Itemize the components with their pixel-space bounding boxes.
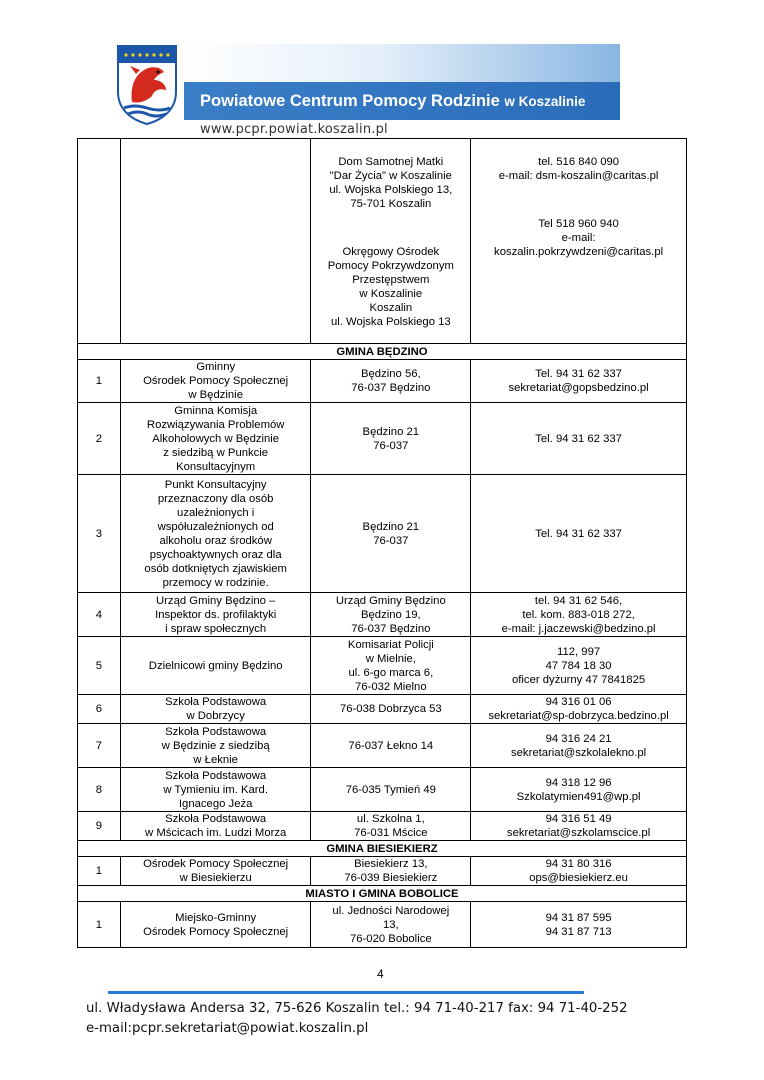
contact-block (473, 155, 684, 183)
address-cell (311, 139, 471, 344)
address-cell (311, 857, 471, 886)
institution-name-line: Ignacego Jeża (178, 797, 253, 810)
table-row (78, 724, 687, 768)
institution-name-line: Urząd Gminy Będzino – (156, 594, 276, 607)
address-cell (311, 360, 471, 403)
contact-cell (471, 857, 687, 886)
address-line: 76-037 Łekno 14 (348, 739, 434, 752)
institution-name-line: przeznaczony dla osób (157, 492, 274, 505)
address-cell (311, 724, 471, 768)
institution-name-line: przemocy w rodzinie. (162, 576, 269, 589)
institution-name-cell (120, 857, 311, 886)
institution-name-line: Miejsko-Gminny (175, 911, 257, 924)
section-header-row (78, 886, 687, 902)
address-line: w Koszalinie (359, 288, 423, 300)
institution-name-line: w Dobrzycy (186, 710, 245, 722)
page-footer (86, 999, 628, 1039)
table-row (78, 637, 687, 695)
contact-line: oficer dyżurny 47 7841825 (512, 673, 646, 686)
address-line: 76-037 Będzino (351, 382, 431, 394)
coat-of-arms-logo (116, 44, 178, 126)
address-line: Przestępstwem (352, 274, 430, 286)
institution-name-line: Alkoholowych w Będzinie (152, 432, 280, 445)
contact-line: 94 316 24 21 (545, 732, 612, 745)
table-row (78, 360, 687, 403)
address-line: 76-038 Dobrzyca 53 (339, 703, 442, 715)
section-title: GMINA BIESIEKIERZ (78, 841, 687, 857)
address-line: ul. Szkolna 1, (356, 813, 425, 825)
institution-name-line: Szkoła Podstawowa (165, 769, 267, 782)
address-line: Będzino 56, (360, 368, 421, 380)
row-number-cell: 1 (78, 902, 121, 948)
contact-cell (471, 902, 687, 948)
table-row (78, 139, 687, 344)
contact-line: sekretariat@szkolamscice.pl (506, 827, 651, 839)
institution-name-cell (120, 724, 311, 768)
row-number-cell: 7 (78, 724, 121, 768)
institution-name-line: z siedzibą w Punkcie (163, 446, 269, 459)
address-cell (311, 403, 471, 475)
row-number-cell: 4 (78, 593, 121, 637)
address-line: Komisariat Policji (347, 638, 434, 651)
address-line: w Mielnie, (365, 652, 416, 665)
contact-cell (471, 695, 687, 724)
institution-name-line: Ośrodek Pomocy Społecznej (143, 858, 289, 870)
address-cell (311, 637, 471, 695)
institution-name-line: Gminny (196, 361, 236, 373)
contact-line: Tel. 94 31 62 337 (535, 432, 622, 445)
contact-cell (471, 403, 687, 475)
institution-name-line: Rozwiązywania Problemów (146, 418, 285, 431)
section-title: MIASTO I GMINA BOBOLICE (78, 886, 687, 902)
contact-cell (471, 812, 687, 841)
contact-block (473, 217, 684, 259)
institutions-table (77, 138, 687, 948)
table-row (78, 812, 687, 841)
institution-name-cell (120, 812, 311, 841)
institution-name-line: Punkt Konsultacyjny (164, 478, 267, 491)
footer-email: e-mail:pcpr.sekretariat@powiat.koszalin.pl (86, 1021, 369, 1036)
institution-name-cell (120, 902, 311, 948)
contact-line: 94 31 87 595 (545, 911, 612, 924)
banner-gradient (184, 44, 620, 84)
institution-name-line: w Tymieniu im. Kard. (163, 783, 268, 796)
footer-rule (108, 991, 584, 994)
address-line: 13, (382, 918, 399, 931)
table-row (78, 403, 687, 475)
contact-cell (471, 637, 687, 695)
institution-name-line: w Mścicach im. Ludzi Morza (145, 827, 287, 839)
row-number-cell: 8 (78, 768, 121, 812)
institution-name-line: i spraw społecznych (165, 622, 267, 635)
address-line: 76-020 Bobolice (349, 932, 432, 945)
contact-line: 94 316 01 06 (545, 696, 612, 708)
row-number-cell: 1 (78, 360, 121, 403)
address-line: ul. 6-go marca 6, (348, 666, 434, 679)
address-line: "Dar Życia" w Koszalinie (329, 170, 452, 182)
contact-cell (471, 139, 687, 344)
institution-name-cell (120, 695, 311, 724)
contact-line: sekretariat@szkolalekno.pl (510, 746, 647, 759)
address-line: Będzino 19, (360, 608, 421, 621)
institution-name-cell (120, 360, 311, 403)
footer-address: ul. Władysława Andersa 32, 75-626 Koszalin tel.: 94 71-40-217 fax: 94 71-40-252 (86, 1001, 628, 1016)
institution-name-line: psychoaktywnych oraz dla (149, 548, 282, 561)
institution-name-line: w Biesiekierzu (179, 872, 252, 884)
website-url: www.pcpr.powiat.koszalin.pl (200, 122, 388, 137)
institution-name-cell (120, 139, 311, 344)
institution-name-cell (120, 475, 311, 593)
address-line: 75-701 Koszalin (350, 198, 432, 210)
address-line: 76-031 Mścice (354, 827, 428, 839)
address-block (313, 155, 468, 211)
contact-line: sekretariat@gopsbedzino.pl (508, 382, 649, 394)
contact-line: Tel 518 960 940 (538, 218, 619, 230)
contact-line: 94 316 51 49 (545, 813, 612, 825)
address-line: ul. Wojska Polskiego 13, (329, 184, 453, 196)
contact-cell (471, 724, 687, 768)
contact-cell (471, 475, 687, 593)
institution-name-line: uzależnionych i (177, 506, 255, 519)
page-number: 4 (377, 967, 384, 981)
row-number-cell: 2 (78, 403, 121, 475)
address-cell (311, 812, 471, 841)
section-header-row (78, 841, 687, 857)
institution-name-line: Gminna Komisja (174, 404, 258, 417)
contact-line: ops@biesiekierz.eu (529, 872, 628, 884)
organization-title (200, 92, 585, 111)
address-block (313, 245, 468, 329)
institution-name-cell (120, 403, 311, 475)
row-number-cell: 9 (78, 812, 121, 841)
address-line: 76-037 Będzino (351, 622, 431, 635)
table-row (78, 857, 687, 886)
address-cell (311, 695, 471, 724)
address-line: ul. Jedności Narodowej (332, 904, 450, 917)
institution-name-line: Konsultacyjnym (176, 460, 256, 473)
address-line: Okręgowy Ośrodek (342, 246, 440, 258)
row-number-cell: 3 (78, 475, 121, 593)
row-number-cell: 5 (78, 637, 121, 695)
table-row (78, 768, 687, 812)
address-line: Dom Samotnej Matki (338, 156, 444, 168)
section-header-row (78, 344, 687, 360)
contact-line: Szkolatymien491@wp.pl (516, 790, 641, 803)
organization-location: w Koszalinie (504, 94, 586, 109)
institution-name-line: Szkoła Podstawowa (165, 813, 267, 825)
address-line: 76-039 Biesiekierz (344, 872, 438, 884)
address-line: ul. Wojska Polskiego 13 (330, 316, 451, 328)
address-line: 76-037 (373, 534, 409, 547)
institution-name-line: Ośrodek Pomocy Społecznej (143, 925, 289, 938)
address-cell (311, 902, 471, 948)
address-line: Będzino 21 (362, 425, 420, 438)
address-cell (311, 593, 471, 637)
address-cell (311, 768, 471, 812)
institution-name-line: osób dotkniętych zjawiskiem (144, 562, 287, 575)
address-line: Urząd Gminy Będzino (335, 594, 446, 607)
institution-name-line: Szkoła Podstawowa (165, 696, 267, 708)
row-number-cell (78, 139, 121, 344)
institution-name-line: Inspektor ds. profilaktyki (155, 608, 277, 621)
contact-line: 47 784 18 30 (545, 659, 612, 672)
address-line: 76-035 Tymień 49 (345, 783, 436, 796)
address-line: Pomocy Pokrzywdzonym (327, 260, 454, 272)
institution-name-line: Dzielnicowi gminy Będzino (148, 659, 283, 672)
contact-line: e-mail: dsm-koszalin@caritas.pl (498, 170, 659, 182)
row-number-cell: 6 (78, 695, 121, 724)
contact-line: sekretariat@sp-dobrzyca.bedzino.pl (488, 710, 669, 722)
institution-name-line: w Będzinie z siedzibą (161, 739, 270, 752)
institution-name-cell (120, 593, 311, 637)
institution-name-cell (120, 637, 311, 695)
organization-name: Powiatowe Centrum Pomocy Rodzinie (200, 92, 500, 110)
contact-line: koszalin.pokrzywdzeni@caritas.pl (494, 246, 664, 258)
contact-cell (471, 360, 687, 403)
contact-line: 94 318 12 96 (545, 776, 612, 789)
address-line: Koszalin (369, 302, 413, 314)
table-row (78, 902, 687, 948)
address-line: Biesiekierz 13, (354, 858, 428, 870)
contact-line: e-mail: j.jaczewski@bedzino.pl (501, 622, 656, 635)
contact-line: 94 31 80 316 (545, 858, 612, 870)
institution-name-line: Ośrodek Pomocy Społecznej (143, 375, 289, 387)
institution-name-line: w Będzinie (188, 389, 243, 401)
contact-line: tel. 516 840 090 (538, 156, 620, 168)
section-title: GMINA BĘDZINO (78, 344, 687, 360)
address-line: 76-032 Mielno (355, 680, 427, 693)
table-row (78, 593, 687, 637)
contact-line: tel. kom. 883-018 272, (522, 608, 635, 621)
contact-cell (471, 768, 687, 812)
page-header (0, 0, 764, 140)
table-row (78, 475, 687, 593)
institution-name-line: Szkoła Podstawowa (165, 725, 267, 738)
row-number-cell: 1 (78, 857, 121, 886)
table-row (78, 695, 687, 724)
contact-cell (471, 593, 687, 637)
contact-line: Tel. 94 31 62 337 (535, 368, 622, 380)
institution-name-cell (120, 768, 311, 812)
institution-name-line: w Łeknie (193, 753, 238, 766)
address-cell (311, 475, 471, 593)
contact-line: e-mail: (561, 232, 596, 244)
contact-line: tel. 94 31 62 546, (534, 594, 623, 607)
institutions-table-body (78, 139, 687, 948)
contact-line: 112, 997 (557, 645, 601, 658)
institution-name-line: alkoholu oraz środków (159, 534, 272, 547)
contact-line: 94 31 87 713 (545, 925, 612, 938)
contact-line: Tel. 94 31 62 337 (535, 527, 622, 540)
institution-name-line: współuzależnionych od (157, 520, 274, 533)
address-line: Będzino 21 (362, 520, 420, 533)
address-line: 76-037 (373, 439, 409, 452)
